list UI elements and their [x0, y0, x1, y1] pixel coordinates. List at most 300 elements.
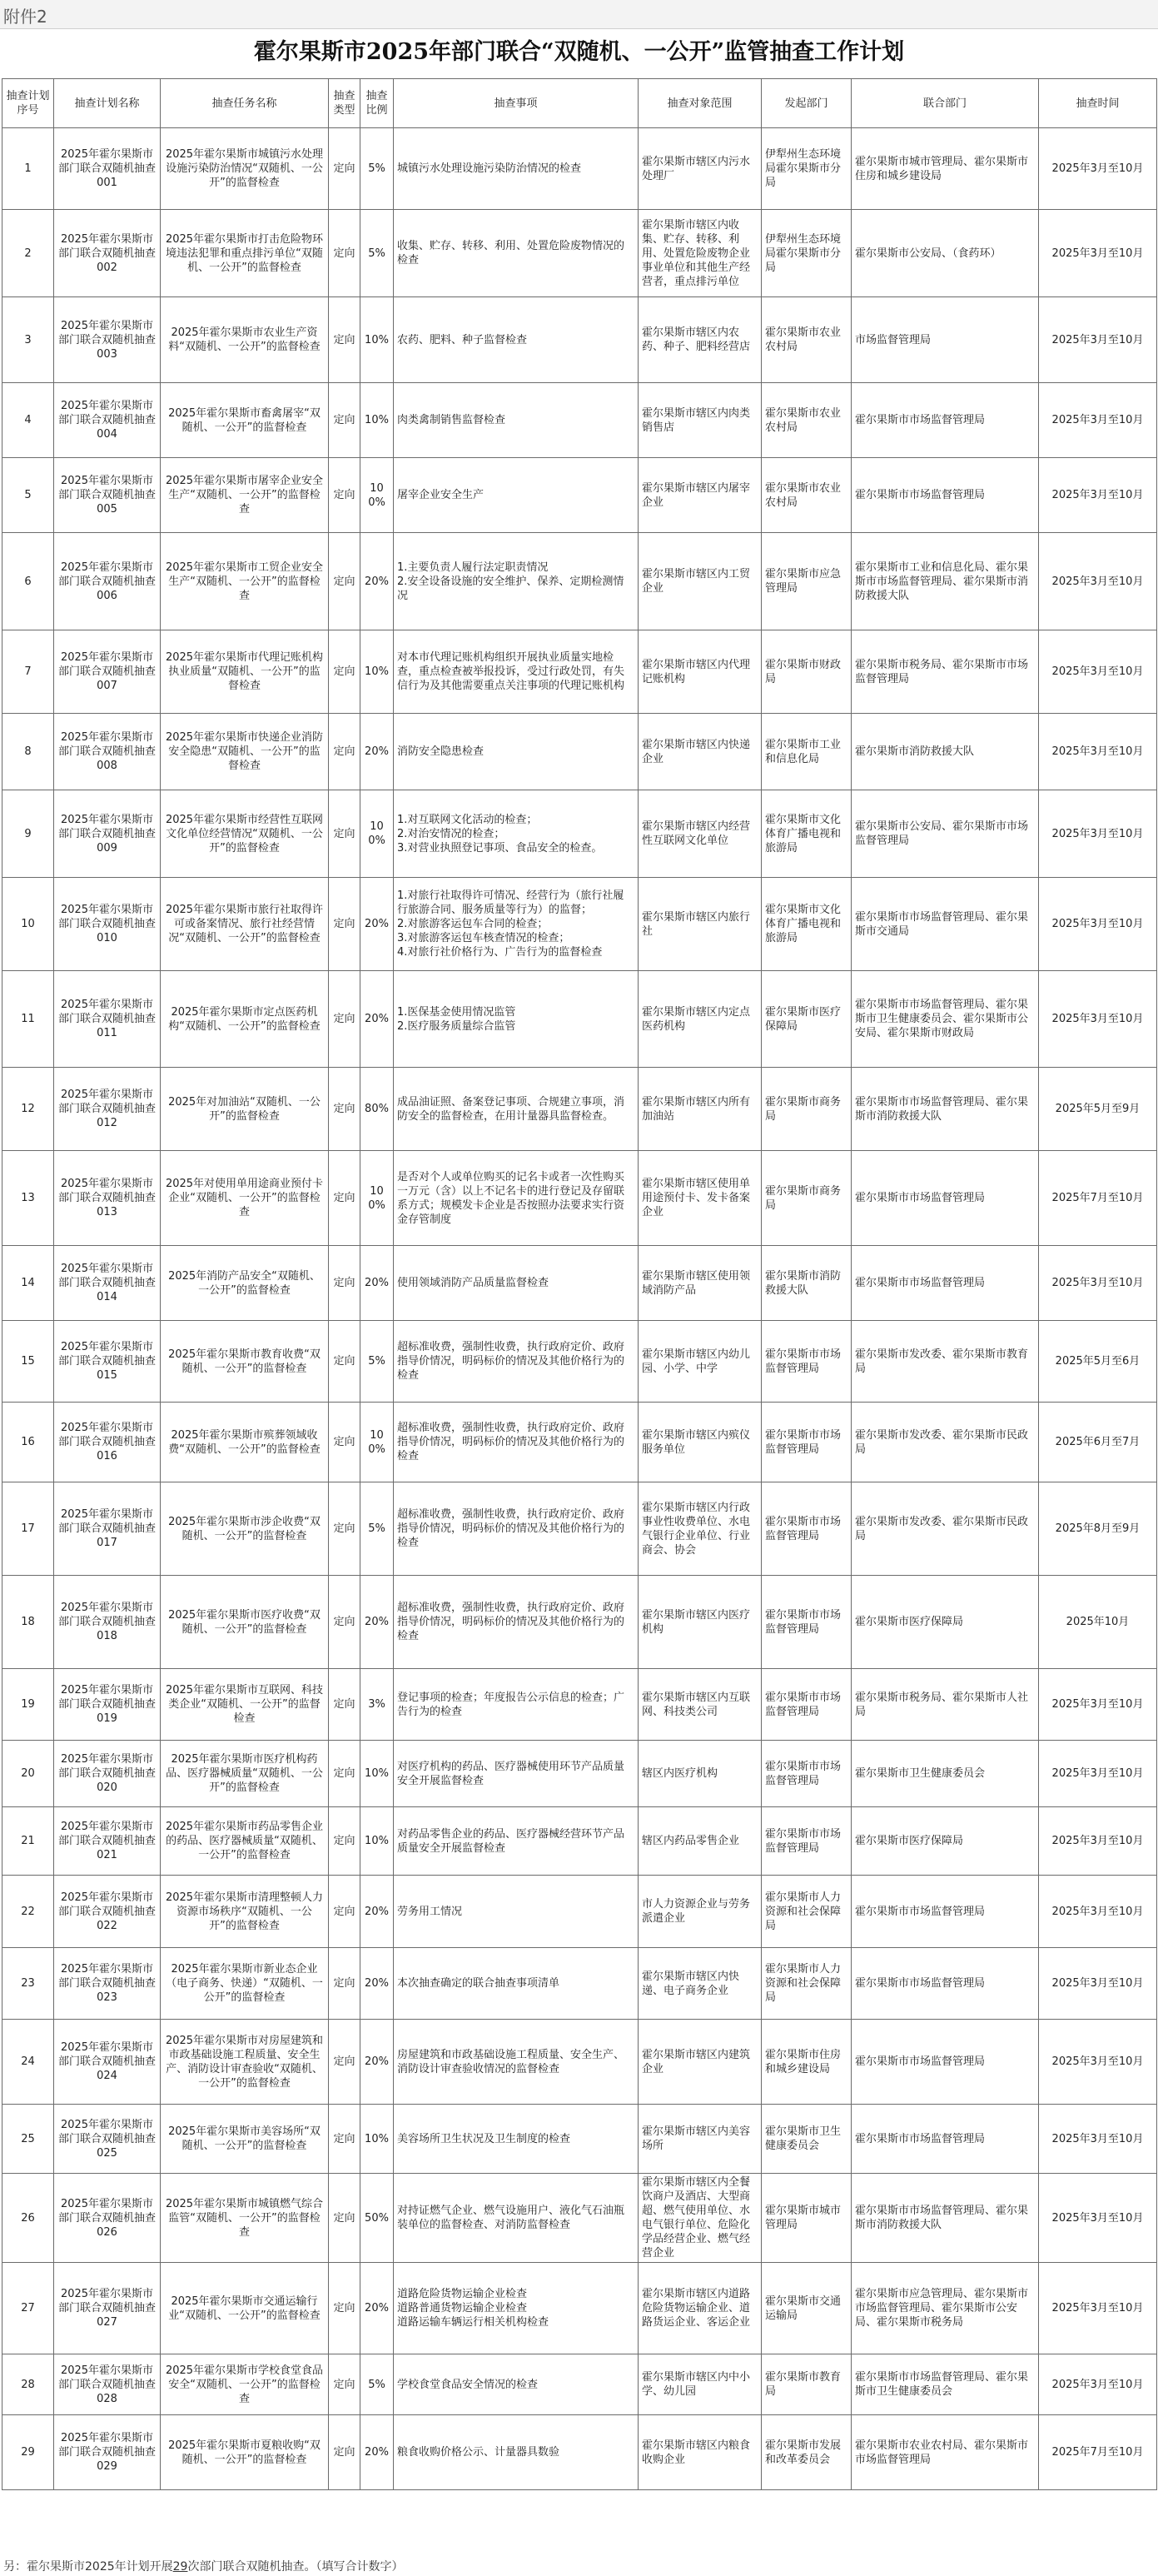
cell-task: 2025年霍尔果斯市新业态企业（电子商务、快递）“双随机、一公开”的监督检查 — [161, 1948, 329, 2020]
cell-no: 6 — [2, 533, 54, 630]
cell-type: 定向 — [329, 533, 360, 630]
cell-scope: 霍尔果斯市辖区内行政事业性收费单位、水电气银行企业单位、行业商会、协会 — [639, 1482, 762, 1576]
cell-no: 9 — [2, 790, 54, 878]
cell-scope: 霍尔果斯市辖区内道路危险货物运输企业、道路货运企业、客运企业 — [639, 2263, 762, 2354]
cell-items: 成品油证照、备案登记事项、合规建立事项，消防安全的监督检查，在用计量器具监督检查。 — [394, 1068, 639, 1151]
cell-joint: 霍尔果斯市市场监督管理局、霍尔果斯市卫生健康委员会 — [852, 2354, 1039, 2415]
cell-joint: 霍尔果斯市医疗保障局 — [852, 1807, 1039, 1876]
cell-initiator: 霍尔果斯市商务局 — [762, 1151, 852, 1246]
cell-initiator: 霍尔果斯市人力资源和社会保障局 — [762, 1948, 852, 2020]
cell-ratio: 20% — [360, 2020, 394, 2105]
cell-scope: 霍尔果斯市辖区内污水处理厂 — [639, 128, 762, 210]
table-row — [2, 210, 1157, 297]
cell-items: 1.对互联网文化活动的检查； 2.对治安情况的检查； 3.对营业执照登记事项、食品安全的检查。 — [394, 790, 639, 878]
cell-plan: 2025年霍尔果斯市部门联合双随机抽查014 — [54, 1246, 161, 1321]
cell-joint: 霍尔果斯市农业农村局、霍尔果斯市市场监督管理局 — [852, 2415, 1039, 2490]
table-row — [2, 2354, 1157, 2415]
cell-no: 5 — [2, 458, 54, 533]
cell-type: 定向 — [329, 1151, 360, 1246]
page-title: 霍尔果斯市2025年部门联合“双随机、一公开”监管抽查工作计划 — [253, 39, 905, 65]
table-row — [2, 1576, 1157, 1669]
cell-initiator: 伊犁州生态环境局霍尔果斯市分局 — [762, 128, 852, 210]
cell-plan: 2025年霍尔果斯市部门联合双随机抽查023 — [54, 1948, 161, 2020]
cell-scope: 辖区内医疗机构 — [639, 1741, 762, 1807]
cell-items: 对持证燃气企业、燃气设施用户、液化气石油瓶装单位的监督检查、对消防监督检查 — [394, 2174, 639, 2263]
cell-type: 定向 — [329, 2020, 360, 2105]
cell-items: 超标准收费，强制性收费，执行政府定价、政府指导价情况，明码标价的情况及其他价格行为的检查 — [394, 1321, 639, 1403]
cell-time: 2025年3月至10月 — [1039, 2263, 1157, 2354]
cell-items: 登记事项的检查；年度报告公示信息的检查；广告行为的检查 — [394, 1669, 639, 1741]
cell-ratio: 20% — [360, 1948, 394, 2020]
cell-initiator: 霍尔果斯市工业和信息化局 — [762, 714, 852, 790]
table-row — [2, 2263, 1157, 2354]
appendix-label-bar — [0, 0, 1158, 29]
cell-joint: 霍尔果斯市市场监督管理局 — [852, 1948, 1039, 2020]
table-row — [2, 458, 1157, 533]
cell-type: 定向 — [329, 1321, 360, 1403]
cell-plan: 2025年霍尔果斯市部门联合双随机抽查005 — [54, 458, 161, 533]
cell-no: 16 — [2, 1403, 54, 1482]
cell-scope: 霍尔果斯市辖区内肉类销售店 — [639, 383, 762, 458]
cell-no: 15 — [2, 1321, 54, 1403]
header-ratio: 抽查比例 — [360, 79, 394, 128]
cell-items: 收集、贮存、转移、利用、处置危险废物情况的检查 — [394, 210, 639, 297]
cell-scope: 霍尔果斯市辖区内快递企业 — [639, 714, 762, 790]
cell-plan: 2025年霍尔果斯市部门联合双随机抽查011 — [54, 971, 161, 1068]
table-row — [2, 383, 1157, 458]
cell-ratio: 5% — [360, 1321, 394, 1403]
cell-plan: 2025年霍尔果斯市部门联合双随机抽查016 — [54, 1403, 161, 1482]
cell-plan: 2025年霍尔果斯市部门联合双随机抽查012 — [54, 1068, 161, 1151]
table-row — [2, 2174, 1157, 2263]
cell-plan: 2025年霍尔果斯市部门联合双随机抽查003 — [54, 297, 161, 383]
cell-scope: 霍尔果斯市辖区内旅行社 — [639, 878, 762, 971]
cell-no: 11 — [2, 971, 54, 1068]
table-row — [2, 1068, 1157, 1151]
cell-type: 定向 — [329, 1741, 360, 1807]
table-row — [2, 878, 1157, 971]
cell-task: 2025年霍尔果斯市旅行社取得许可或备案情况、旅行社经营情况“双随机、一公开”的监督检查 — [161, 878, 329, 971]
cell-time: 2025年3月至10月 — [1039, 1948, 1157, 2020]
cell-type: 定向 — [329, 1876, 360, 1948]
cell-time: 2025年7月至10月 — [1039, 2415, 1157, 2490]
cell-initiator: 霍尔果斯市卫生健康委员会 — [762, 2105, 852, 2174]
cell-time: 2025年3月至10月 — [1039, 2105, 1157, 2174]
cell-no: 14 — [2, 1246, 54, 1321]
cell-time: 2025年10月 — [1039, 1576, 1157, 1669]
cell-plan: 2025年霍尔果斯市部门联合双随机抽查017 — [54, 1482, 161, 1576]
header-no: 抽查计划序号 — [2, 79, 54, 128]
cell-type: 定向 — [329, 1403, 360, 1482]
cell-no: 1 — [2, 128, 54, 210]
cell-ratio: 100% — [360, 1151, 394, 1246]
cell-task: 2025年霍尔果斯市夏粮收购“双随机、一公开”的监督检查 — [161, 2415, 329, 2490]
cell-joint: 霍尔果斯市卫生健康委员会 — [852, 1741, 1039, 1807]
cell-joint: 霍尔果斯市市场监督管理局 — [852, 383, 1039, 458]
cell-initiator: 霍尔果斯市城市管理局 — [762, 2174, 852, 2263]
cell-task: 2025年霍尔果斯市农业生产资料“双随机、一公开”的监督检查 — [161, 297, 329, 383]
cell-task: 2025年霍尔果斯市城镇燃气综合监管“双随机、一公开”的监督检查 — [161, 2174, 329, 2263]
cell-initiator: 霍尔果斯市交通运输局 — [762, 2263, 852, 2354]
cell-no: 17 — [2, 1482, 54, 1576]
cell-initiator: 霍尔果斯市农业农村局 — [762, 297, 852, 383]
cell-items: 粮食收购价格公示、计量器具数验 — [394, 2415, 639, 2490]
table-row — [2, 2105, 1157, 2174]
cell-scope: 霍尔果斯市辖区内建筑企业 — [639, 2020, 762, 2105]
cell-plan: 2025年霍尔果斯市部门联合双随机抽查028 — [54, 2354, 161, 2415]
cell-items: 消防安全隐患检查 — [394, 714, 639, 790]
footnote-count: 29 — [172, 2560, 188, 2574]
cell-ratio: 10% — [360, 1741, 394, 1807]
cell-plan: 2025年霍尔果斯市部门联合双随机抽查025 — [54, 2105, 161, 2174]
cell-items: 劳务用工情况 — [394, 1876, 639, 1948]
cell-type: 定向 — [329, 790, 360, 878]
cell-joint: 霍尔果斯市市场监督管理局 — [852, 1151, 1039, 1246]
cell-joint: 霍尔果斯市公安局、（食药环） — [852, 210, 1039, 297]
table-row — [2, 2020, 1157, 2105]
cell-scope: 霍尔果斯市辖区内屠宰企业 — [639, 458, 762, 533]
cell-ratio: 20% — [360, 878, 394, 971]
cell-type: 定向 — [329, 878, 360, 971]
cell-joint: 霍尔果斯市市场监督管理局、霍尔果斯市消防救援大队 — [852, 2174, 1039, 2263]
cell-task: 2025年霍尔果斯市医疗收费“双随机、一公开”的监督检查 — [161, 1576, 329, 1669]
cell-time: 2025年3月至10月 — [1039, 790, 1157, 878]
cell-no: 3 — [2, 297, 54, 383]
cell-task: 2025年霍尔果斯市打击危险物环境违法犯罪和重点排污单位“双随机、一公开”的监督检查 — [161, 210, 329, 297]
cell-initiator: 霍尔果斯市市场监督管理局 — [762, 1576, 852, 1669]
cell-plan: 2025年霍尔果斯市部门联合双随机抽查021 — [54, 1807, 161, 1876]
cell-ratio: 100% — [360, 790, 394, 878]
table-row — [2, 1403, 1157, 1482]
cell-no: 27 — [2, 2263, 54, 2354]
cell-scope: 霍尔果斯市辖区内互联网、科技类公司 — [639, 1669, 762, 1741]
cell-initiator: 霍尔果斯市医疗保障局 — [762, 971, 852, 1068]
cell-initiator: 霍尔果斯市文化体育广播电视和旅游局 — [762, 878, 852, 971]
cell-type: 定向 — [329, 1948, 360, 2020]
cell-joint: 霍尔果斯市发改委、霍尔果斯市民政局 — [852, 1403, 1039, 1482]
cell-no: 12 — [2, 1068, 54, 1151]
cell-ratio: 50% — [360, 2174, 394, 2263]
cell-task: 2025年霍尔果斯市屠宰企业安全生产“双随机、一公开”的监督检查 — [161, 458, 329, 533]
table-row — [2, 1151, 1157, 1246]
cell-no: 4 — [2, 383, 54, 458]
cell-items: 1.对旅行社取得许可情况、经营行为（旅行社履行旅游合同、服务质量等行为）的监督； 2.对旅游客运包车合同的检查； 3.对旅游客运包车核查情况的检查； 4.对旅行社价格行为、广告行为的监督检查 — [394, 878, 639, 971]
cell-ratio: 10% — [360, 630, 394, 714]
cell-joint: 霍尔果斯市医疗保障局 — [852, 1576, 1039, 1669]
cell-task: 2025年霍尔果斯市殡葬领域收费“双随机、一公开”的监督检查 — [161, 1403, 329, 1482]
cell-scope: 辖区内药品零售企业 — [639, 1807, 762, 1876]
cell-joint: 市场监督管理局 — [852, 297, 1039, 383]
cell-no: 20 — [2, 1741, 54, 1807]
cell-items: 房屋建筑和市政基础设施工程质量、安全生产、消防设计审查验收情况的监督检查 — [394, 2020, 639, 2105]
cell-ratio: 5% — [360, 1482, 394, 1576]
cell-plan: 2025年霍尔果斯市部门联合双随机抽查024 — [54, 2020, 161, 2105]
cell-plan: 2025年霍尔果斯市部门联合双随机抽查010 — [54, 878, 161, 971]
cell-type: 定向 — [329, 971, 360, 1068]
cell-joint: 霍尔果斯市市场监督管理局 — [852, 1246, 1039, 1321]
cell-ratio: 100% — [360, 458, 394, 533]
cell-ratio: 5% — [360, 2354, 394, 2415]
cell-scope: 霍尔果斯市辖区内殡仪服务单位 — [639, 1403, 762, 1482]
cell-type: 定向 — [329, 297, 360, 383]
cell-joint: 霍尔果斯市市场监督管理局 — [852, 458, 1039, 533]
cell-plan: 2025年霍尔果斯市部门联合双随机抽查009 — [54, 790, 161, 878]
cell-initiator: 霍尔果斯市教育局 — [762, 2354, 852, 2415]
cell-initiator: 霍尔果斯市消防救援大队 — [762, 1246, 852, 1321]
cell-initiator: 霍尔果斯市住房和城乡建设局 — [762, 2020, 852, 2105]
cell-initiator: 霍尔果斯市市场监督管理局 — [762, 1741, 852, 1807]
cell-plan: 2025年霍尔果斯市部门联合双随机抽查001 — [54, 128, 161, 210]
footnote-suffix: 次部门联合双随机抽查。（填写合计数字） — [187, 2560, 404, 2574]
cell-type: 定向 — [329, 383, 360, 458]
cell-ratio: 20% — [360, 1246, 394, 1321]
cell-plan: 2025年霍尔果斯市部门联合双随机抽查026 — [54, 2174, 161, 2263]
cell-type: 定向 — [329, 2415, 360, 2490]
header-initiator: 发起部门 — [762, 79, 852, 128]
cell-ratio: 10% — [360, 1807, 394, 1876]
cell-plan: 2025年霍尔果斯市部门联合双随机抽查018 — [54, 1576, 161, 1669]
cell-time: 2025年5月至9月 — [1039, 1068, 1157, 1151]
table-row — [2, 2415, 1157, 2490]
cell-task: 2025年消防产品安全“双随机、一公开”的监督检查 — [161, 1246, 329, 1321]
cell-task: 2025年霍尔果斯市清理整顿人力资源市场秩序“双随机、一公开”的监督检查 — [161, 1876, 329, 1948]
cell-joint: 霍尔果斯市市场监督管理局 — [852, 2105, 1039, 2174]
cell-plan: 2025年霍尔果斯市部门联合双随机抽查008 — [54, 714, 161, 790]
cell-task: 2025年霍尔果斯市定点医药机构“双随机、一公开”的监督检查 — [161, 971, 329, 1068]
cell-task: 2025年霍尔果斯市药品零售企业的药品、医疗器械质量“双随机、一公开”的监督检查 — [161, 1807, 329, 1876]
cell-items: 是否对个人或单位购买的记名卡或者一次性购买一万元（含）以上不记名卡的进行登记及存留联系方式；规模发卡企业是否按照办法要求实行资金存管制度 — [394, 1151, 639, 1246]
header-scope: 抽查对象范围 — [639, 79, 762, 128]
cell-no: 8 — [2, 714, 54, 790]
cell-scope: 霍尔果斯市辖区内幼儿园、小学、中学 — [639, 1321, 762, 1403]
cell-no: 2 — [2, 210, 54, 297]
cell-joint: 霍尔果斯市发改委、霍尔果斯市教育局 — [852, 1321, 1039, 1403]
cell-type: 定向 — [329, 1669, 360, 1741]
header-joint: 联合部门 — [852, 79, 1039, 128]
cell-plan: 2025年霍尔果斯市部门联合双随机抽查020 — [54, 1741, 161, 1807]
cell-scope: 霍尔果斯市辖区内代理记账机构 — [639, 630, 762, 714]
cell-time: 2025年3月至10月 — [1039, 210, 1157, 297]
header-time: 抽查时间 — [1039, 79, 1157, 128]
cell-items: 本次抽查确定的联合抽查事项清单 — [394, 1948, 639, 2020]
cell-task: 2025年霍尔果斯市对房屋建筑和市政基础设施工程质量、安全生产、消防设计审查验收“双随机、一公开”的监督检查 — [161, 2020, 329, 2105]
table-row — [2, 630, 1157, 714]
cell-joint: 霍尔果斯市税务局、霍尔果斯市市场监督管理局 — [852, 630, 1039, 714]
cell-task: 2025年霍尔果斯市快递企业消防安全隐患“双随机、一公开”的监督检查 — [161, 714, 329, 790]
cell-scope: 霍尔果斯市辖区内美容场所 — [639, 2105, 762, 2174]
cell-items: 屠宰企业安全生产 — [394, 458, 639, 533]
cell-initiator: 霍尔果斯市市场监督管理局 — [762, 1321, 852, 1403]
cell-items: 超标准收费，强制性收费，执行政府定价、政府指导价情况，明码标价的情况及其他价格行为的检查 — [394, 1576, 639, 1669]
cell-joint: 霍尔果斯市市场监督管理局、霍尔果斯市卫生健康委员会、霍尔果斯市公安局、霍尔果斯市财政局 — [852, 971, 1039, 1068]
cell-items: 1.主要负责人履行法定职责情况 2.安全设备设施的安全维护、保养、定期检测情况 — [394, 533, 639, 630]
plan-table — [2, 78, 1157, 2490]
cell-no: 7 — [2, 630, 54, 714]
cell-task: 2025年霍尔果斯市互联网、科技类企业“双随机、一公开”的监督检查 — [161, 1669, 329, 1741]
cell-type: 定向 — [329, 128, 360, 210]
header-task: 抽查任务名称 — [161, 79, 329, 128]
cell-type: 定向 — [329, 1576, 360, 1669]
cell-task: 2025年霍尔果斯市城镇污水处理设施污染防治情况“双随机、一公开”的监督检查 — [161, 128, 329, 210]
cell-scope: 霍尔果斯市辖区内定点医药机构 — [639, 971, 762, 1068]
table-row — [2, 1246, 1157, 1321]
cell-items: 城镇污水处理设施污染防治情况的检查 — [394, 128, 639, 210]
cell-joint: 霍尔果斯市市场监督管理局 — [852, 1876, 1039, 1948]
cell-items: 对医疗机构的药品、医疗器械使用环节产品质量安全开展监督检查 — [394, 1741, 639, 1807]
cell-task: 2025年对加油站“双随机、一公开”的监督检查 — [161, 1068, 329, 1151]
cell-joint: 霍尔果斯市消防救援大队 — [852, 714, 1039, 790]
cell-type: 定向 — [329, 630, 360, 714]
cell-initiator: 霍尔果斯市市场监督管理局 — [762, 1807, 852, 1876]
cell-items: 农药、肥料、种子监督检查 — [394, 297, 639, 383]
cell-ratio: 100% — [360, 1403, 394, 1482]
cell-time: 2025年3月至10月 — [1039, 383, 1157, 458]
cell-no: 29 — [2, 2415, 54, 2490]
appendix-label: 附件2 — [3, 7, 47, 27]
cell-time: 2025年5月至6月 — [1039, 1321, 1157, 1403]
cell-plan: 2025年霍尔果斯市部门联合双随机抽查007 — [54, 630, 161, 714]
table-row — [2, 714, 1157, 790]
cell-ratio: 80% — [360, 1068, 394, 1151]
cell-plan: 2025年霍尔果斯市部门联合双随机抽查004 — [54, 383, 161, 458]
cell-task: 2025年霍尔果斯市涉企收费“双随机、一公开”的监督检查 — [161, 1482, 329, 1576]
cell-initiator: 霍尔果斯市应急管理局 — [762, 533, 852, 630]
cell-initiator: 霍尔果斯市农业农村局 — [762, 383, 852, 458]
cell-initiator: 霍尔果斯市发展和改革委员会 — [762, 2415, 852, 2490]
cell-ratio: 20% — [360, 1576, 394, 1669]
cell-time: 2025年3月至10月 — [1039, 1741, 1157, 1807]
cell-no: 18 — [2, 1576, 54, 1669]
cell-no: 21 — [2, 1807, 54, 1876]
cell-initiator: 霍尔果斯市农业农村局 — [762, 458, 852, 533]
cell-joint: 霍尔果斯市工业和信息化局、霍尔果斯市市场监督管理局、霍尔果斯市消防救援大队 — [852, 533, 1039, 630]
cell-task: 2025年霍尔果斯市学校食堂食品安全“双随机、一公开”的监督检查 — [161, 2354, 329, 2415]
cell-joint: 霍尔果斯市税务局、霍尔果斯市人社局 — [852, 1669, 1039, 1741]
cell-no: 26 — [2, 2174, 54, 2263]
table-row — [2, 790, 1157, 878]
table-row — [2, 1876, 1157, 1948]
cell-task: 2025年霍尔果斯市美容场所“双随机、一公开”的监督检查 — [161, 2105, 329, 2174]
cell-type: 定向 — [329, 1068, 360, 1151]
cell-initiator: 霍尔果斯市市场监督管理局 — [762, 1669, 852, 1741]
cell-plan: 2025年霍尔果斯市部门联合双随机抽查015 — [54, 1321, 161, 1403]
cell-scope: 霍尔果斯市辖区使用单用途预付卡、发卡备案企业 — [639, 1151, 762, 1246]
cell-no: 24 — [2, 2020, 54, 2105]
table-row — [2, 1741, 1157, 1807]
footnote-prefix: 另：霍尔果斯市2025年计划开展 — [3, 2560, 173, 2574]
cell-time: 2025年3月至10月 — [1039, 2174, 1157, 2263]
cell-initiator: 霍尔果斯市财政局 — [762, 630, 852, 714]
cell-task: 2025年霍尔果斯市教育收费“双随机、一公开”的监督检查 — [161, 1321, 329, 1403]
cell-time: 2025年3月至10月 — [1039, 1246, 1157, 1321]
table-row — [2, 1321, 1157, 1403]
cell-no: 25 — [2, 2105, 54, 2174]
cell-plan: 2025年霍尔果斯市部门联合双随机抽查006 — [54, 533, 161, 630]
cell-scope: 霍尔果斯市辖区内快递、电子商务企业 — [639, 1948, 762, 2020]
cell-ratio: 20% — [360, 971, 394, 1068]
cell-joint: 霍尔果斯市城市管理局、霍尔果斯市住房和城乡建设局 — [852, 128, 1039, 210]
cell-items: 超标准收费，强制性收费，执行政府定价、政府指导价情况，明码标价的情况及其他价格行为的检查 — [394, 1403, 639, 1482]
cell-plan: 2025年霍尔果斯市部门联合双随机抽查027 — [54, 2263, 161, 2354]
table-header-row — [2, 79, 1157, 128]
cell-ratio: 20% — [360, 533, 394, 630]
cell-ratio: 20% — [360, 1876, 394, 1948]
cell-joint: 霍尔果斯市市场监督管理局、霍尔果斯市交通局 — [852, 878, 1039, 971]
cell-time: 2025年3月至10月 — [1039, 2020, 1157, 2105]
cell-time: 2025年3月至10月 — [1039, 714, 1157, 790]
cell-items: 学校食堂食品安全情况的检查 — [394, 2354, 639, 2415]
cell-ratio: 10% — [360, 383, 394, 458]
cell-plan: 2025年霍尔果斯市部门联合双随机抽查002 — [54, 210, 161, 297]
cell-task: 2025年霍尔果斯市经营性互联网文化单位经营情况“双随机、一公开”的监督检查 — [161, 790, 329, 878]
cell-scope: 霍尔果斯市辖区内所有加油站 — [639, 1068, 762, 1151]
cell-task: 2025年霍尔果斯市畜禽屠宰“双随机、一公开”的监督检查 — [161, 383, 329, 458]
cell-time: 2025年7月至10月 — [1039, 1151, 1157, 1246]
cell-type: 定向 — [329, 2354, 360, 2415]
cell-time: 2025年3月至10月 — [1039, 297, 1157, 383]
cell-plan: 2025年霍尔果斯市部门联合双随机抽查029 — [54, 2415, 161, 2490]
cell-type: 定向 — [329, 2174, 360, 2263]
table-row — [2, 1482, 1157, 1576]
cell-time: 2025年3月至10月 — [1039, 458, 1157, 533]
cell-initiator: 霍尔果斯市市场监督管理局 — [762, 1482, 852, 1576]
cell-initiator: 伊犁州生态环境局霍尔果斯市分局 — [762, 210, 852, 297]
cell-no: 13 — [2, 1151, 54, 1246]
cell-ratio: 20% — [360, 2415, 394, 2490]
table-row — [2, 533, 1157, 630]
cell-type: 定向 — [329, 458, 360, 533]
cell-time: 2025年3月至10月 — [1039, 630, 1157, 714]
cell-scope: 市人力资源企业与劳务派遣企业 — [639, 1876, 762, 1948]
cell-type: 定向 — [329, 2105, 360, 2174]
header-items: 抽查事项 — [394, 79, 639, 128]
cell-time: 2025年3月至10月 — [1039, 533, 1157, 630]
cell-no: 23 — [2, 1948, 54, 2020]
cell-items: 使用领域消防产品质量监督检查 — [394, 1246, 639, 1321]
cell-items: 道路危险货物运输企业检查 道路普通货物运输企业检查 道路运输车辆运行相关机构检查 — [394, 2263, 639, 2354]
cell-joint: 霍尔果斯市公安局、霍尔果斯市市场监督管理局 — [852, 790, 1039, 878]
table-row — [2, 1948, 1157, 2020]
cell-no: 22 — [2, 1876, 54, 1948]
cell-plan: 2025年霍尔果斯市部门联合双随机抽查019 — [54, 1669, 161, 1741]
cell-ratio: 10% — [360, 2105, 394, 2174]
table-row — [2, 1669, 1157, 1741]
cell-scope: 霍尔果斯市辖区内收集、贮存、转移、利用、处置危险废物企业事业单位和其他生产经营者，重点排污单位 — [639, 210, 762, 297]
cell-items: 超标准收费，强制性收费，执行政府定价、政府指导价情况，明码标价的情况及其他价格行为的检查 — [394, 1482, 639, 1576]
cell-time: 2025年3月至10月 — [1039, 1876, 1157, 1948]
cell-initiator: 霍尔果斯市人力资源和社会保障局 — [762, 1876, 852, 1948]
cell-items: 美容场所卫生状况及卫生制度的检查 — [394, 2105, 639, 2174]
cell-task: 2025年霍尔果斯市代理记账机构执业质量“双随机、一公开”的监督检查 — [161, 630, 329, 714]
cell-task: 2025年对使用单用途商业预付卡企业“双随机、一公开”的监督检查 — [161, 1151, 329, 1246]
cell-type: 定向 — [329, 1482, 360, 1576]
cell-items: 1.医保基金使用情况监管 2.医疗服务质量综合监管 — [394, 971, 639, 1068]
cell-ratio: 5% — [360, 128, 394, 210]
header-type: 抽查类型 — [329, 79, 360, 128]
table-row — [2, 297, 1157, 383]
table-row — [2, 971, 1157, 1068]
cell-time: 2025年3月至10月 — [1039, 128, 1157, 210]
table-row — [2, 1807, 1157, 1876]
cell-items: 对本市代理记账机构组织开展执业质量实地检查，重点检查被举报投诉，受过行政处罚，有失信行为及其他需要重点关注事项的代理记账机构 — [394, 630, 639, 714]
cell-joint: 霍尔果斯市应急管理局、霍尔果斯市市场监督管理局、霍尔果斯市公安局、霍尔果斯市税务局 — [852, 2263, 1039, 2354]
cell-no: 28 — [2, 2354, 54, 2415]
cell-joint: 霍尔果斯市发改委、霍尔果斯市民政局 — [852, 1482, 1039, 1576]
cell-ratio: 5% — [360, 210, 394, 297]
cell-initiator: 霍尔果斯市商务局 — [762, 1068, 852, 1151]
cell-joint: 霍尔果斯市市场监督管理局、霍尔果斯市消防救援大队 — [852, 1068, 1039, 1151]
cell-ratio: 3% — [360, 1669, 394, 1741]
